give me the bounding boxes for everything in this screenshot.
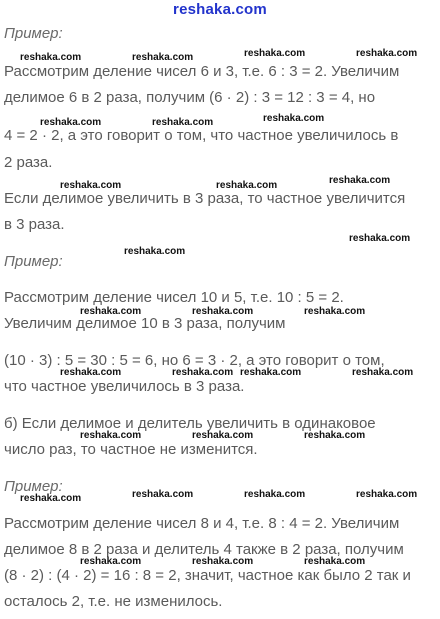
watermark: reshaka.com: [263, 113, 325, 124]
watermark: reshaka.com: [20, 52, 82, 63]
text-line: Если делимое увеличить в 3 раза, то частное увеличится: [4, 190, 406, 207]
text-line: делимое 6 в 2 раза, получим (6 · 2) : 3 = 12 : 3 = 4, но: [4, 89, 376, 106]
watermark: reshaka.com: [132, 489, 194, 500]
text-line: 4 = 2 · 2, а это говорит о том, что частное увеличилось в: [4, 127, 399, 144]
watermark: reshaka.com: [352, 367, 414, 378]
watermark: reshaka.com: [304, 430, 366, 441]
watermark: reshaka.com: [80, 556, 142, 567]
watermark: reshaka.com: [244, 489, 306, 500]
watermark: reshaka.com: [192, 430, 254, 441]
example-heading: Пример:: [4, 478, 63, 495]
text-line: Рассмотрим деление чисел 8 и 4, т.е. 8 : 4 = 2. Увеличим: [4, 515, 400, 532]
watermark: reshaka.com: [356, 489, 418, 500]
watermark: reshaka.com: [60, 367, 122, 378]
text-line: в 3 раза.: [4, 216, 65, 233]
example-heading: Пример:: [4, 253, 63, 270]
text-line: (10 · 3) : 5 = 30 : 5 = 6, но 6 = 3 · 2, а это говорит о том,: [4, 352, 385, 369]
watermark: reshaka.com: [40, 117, 102, 128]
text-line: Увеличим делимое 10 в 3 раза, получим: [4, 315, 286, 332]
watermark: reshaka.com: [132, 52, 194, 63]
watermark: reshaka.com: [216, 180, 278, 191]
watermark: reshaka.com: [172, 367, 234, 378]
text-line: делимое 8 в 2 раза и делитель 4 также в 2 раза, получим: [4, 541, 404, 558]
watermark: reshaka.com: [349, 233, 411, 244]
text-line: (8 · 2) : (4 · 2) = 16 : 8 = 2, значит, частное как было 2 так и: [4, 567, 411, 584]
watermark: reshaka.com: [192, 556, 254, 567]
watermark: reshaka.com: [80, 306, 142, 317]
example-heading: Пример:: [4, 25, 63, 42]
watermark: reshaka.com: [192, 306, 254, 317]
text-line: 2 раза.: [4, 154, 53, 171]
watermark: reshaka.com: [329, 175, 391, 186]
watermark: reshaka.com: [20, 493, 82, 504]
text-line: Рассмотрим деление чисел 10 и 5, т.е. 10 : 5 = 2.: [4, 289, 344, 306]
watermark: reshaka.com: [244, 48, 306, 59]
watermark: reshaka.com: [356, 48, 418, 59]
text-line: б) Если делимое и делитель увеличить в одинаковое: [4, 415, 376, 432]
watermark: reshaka.com: [152, 117, 214, 128]
text-line: что частное увеличилось в 3 раза.: [4, 378, 245, 395]
watermark: reshaka.com: [80, 430, 142, 441]
text-line: число раз, то частное не изменится.: [4, 441, 258, 458]
watermark: reshaka.com: [60, 180, 122, 191]
site-header: reshaka.com: [173, 1, 267, 18]
watermark: reshaka.com: [304, 556, 366, 567]
text-line: осталось 2, т.е. не изменилось.: [4, 593, 223, 610]
watermark: reshaka.com: [240, 367, 302, 378]
watermark: reshaka.com: [304, 306, 366, 317]
text-line: Рассмотрим деление чисел 6 и 3, т.е. 6 : 3 = 2. Увеличим: [4, 63, 400, 80]
watermark: reshaka.com: [124, 246, 186, 257]
